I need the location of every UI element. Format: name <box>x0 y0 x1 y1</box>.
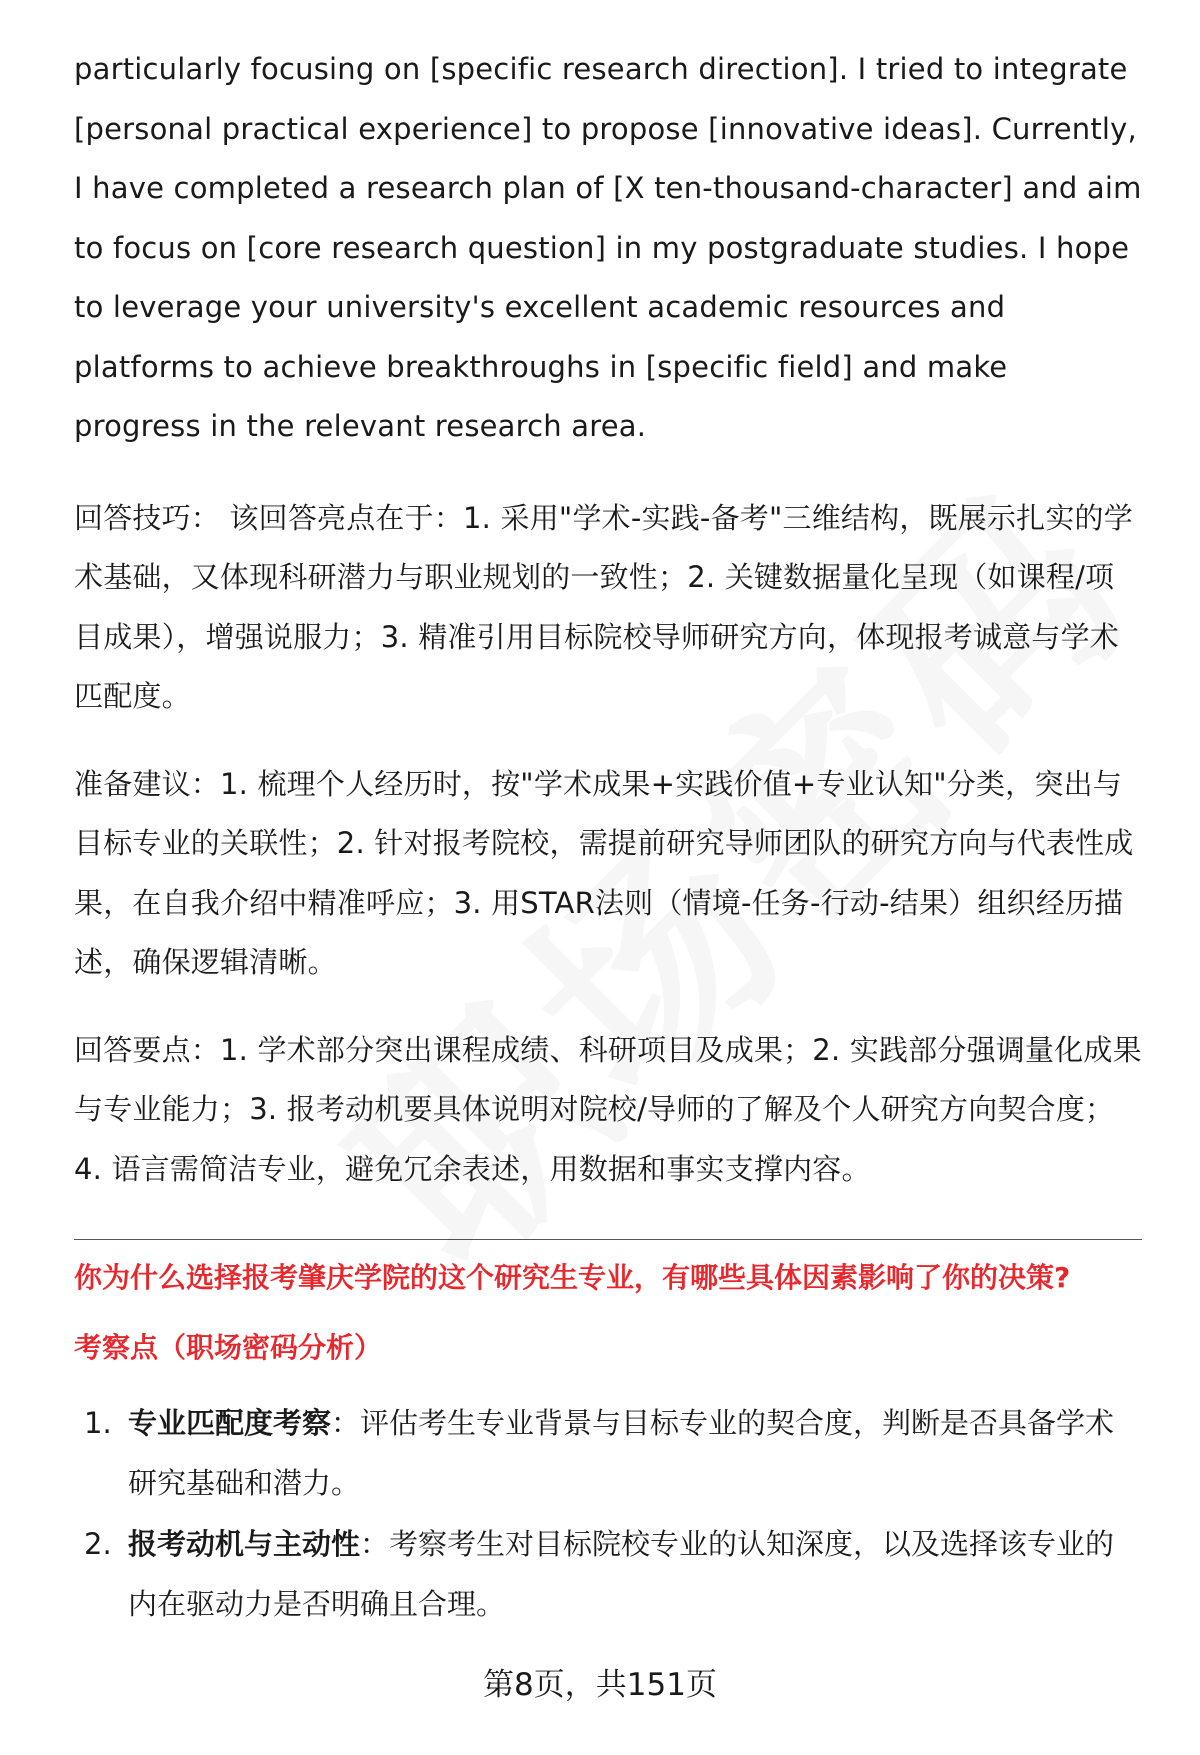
answer-tips-paragraph: 回答技巧： 该回答亮点在于：1. 采用"学术-实践-备考"三维结构，既展示扎实的学术基础，又体现科研潜力与职业规划的一致性；2. 关键数据量化呈现（如课程/项目成果），增强说服力；3. 精准引用目标院校导师研究方向，体现报考诚意与学术匹配度。 <box>74 500 1133 713</box>
list-item-term: 专业匹配度考察 <box>128 1406 332 1440</box>
list-item-number: 1. <box>84 1406 112 1440</box>
section-divider <box>74 1239 1142 1240</box>
interview-question: 你为什么选择报考肇庆学院的这个研究生专业，有哪些具体因素影响了你的决策? <box>74 1261 1071 1294</box>
list-item <box>74 1515 1142 1634</box>
preparation-advice-paragraph: 准备建议：1. 梳理个人经历时，按"学术成果+实践价值+专业认知"分类，突出与目标专业的关联性；2. 针对报考院校，需提前研究导师团队的研究方向与代表性成果，在自我介绍中精准呼应；3. 用STAR法则（情境-任务-行动-结果）组织经历描述，确保逻辑清晰。 <box>74 766 1134 979</box>
answer-points-paragraph: 回答要点：1. 学术部分突出课程成绩、科研项目及成果；2. 实践部分强调量化成果与专业能力；3. 报考动机要具体说明对院校/导师的了解及个人研究方向契合度；4. 语言需简洁专业，避免冗余表述，用数据和事实支撑内容。 <box>74 1032 1142 1186</box>
page-footer: 第8页，共151页 <box>483 1667 717 1703</box>
list-item-number: 2. <box>84 1527 112 1561</box>
list-item-term: 报考动机与主动性 <box>128 1527 361 1561</box>
assessment-points-heading: 考察点（职场密码分析） <box>74 1331 383 1364</box>
list-item <box>74 1394 1142 1513</box>
list-item-text: ：评估考生专业背景与目标专业的契合度，判断是否具备学术研究基础和潜力。 <box>128 1406 1115 1500</box>
assessment-points-list <box>74 1394 1142 1634</box>
english-continuation-paragraph: particularly focusing on [specific research direction]. I tried to integrate [personal practical experience] to propose [innovative ideas]. Currently, I have completed a research plan of [X ten-thousand-character] and aim to focus on [core research question] in my postgraduate studies. I hope to leverage your university's excellent academic resources and platforms to achieve breakthroughs in [specific field] and make progress in the relevant research area. <box>74 52 1142 443</box>
list-item-text: ：考察考生对目标院校专业的认知深度，以及选择该专业的内在驱动力是否明确且合理。 <box>128 1527 1115 1621</box>
